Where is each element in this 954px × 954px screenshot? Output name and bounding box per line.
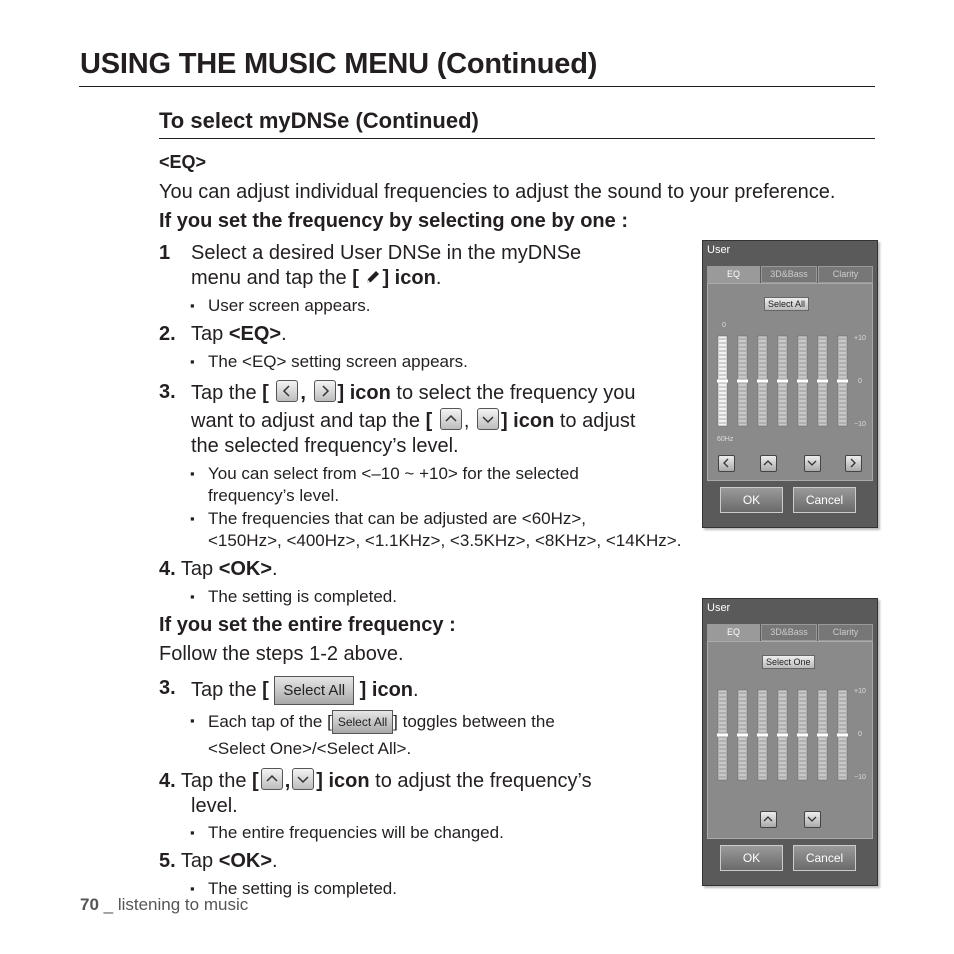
step-ok: <OK> (218, 850, 273, 872)
eq-slider-knob (817, 734, 828, 737)
eq-slider-knob (777, 380, 788, 383)
level-label: −10 (854, 774, 866, 781)
step-number: 3. (159, 677, 176, 699)
step3-bullet2-l2: <150Hz>, <400Hz>, <1.1KHz>, <3.5KHz>, <8KHz>, <14KHz>. (208, 531, 682, 550)
step3-line3: the selected frequency’s level. (191, 435, 459, 457)
step1-bullet: ▪ User screen appears. (208, 295, 371, 317)
step-number: 5. (159, 850, 176, 872)
step4-tap: Tap (175, 558, 219, 580)
step3-text: want to adjust and tap the (191, 410, 426, 432)
chevron-right-icon[interactable] (845, 455, 862, 472)
step2-eq: <EQ> (228, 323, 282, 345)
section-title: To select myDNSe (Continued) (159, 108, 479, 133)
step-tap: Tap the (191, 679, 263, 701)
icon-word: ] icon (382, 267, 436, 289)
step1-line2 (191, 266, 441, 291)
eq-panel (707, 283, 873, 481)
bracket: [ (425, 410, 433, 432)
chevron-down-icon (292, 768, 314, 790)
eq-sliders[interactable] (708, 642, 872, 838)
page-title: USING THE MUSIC MENU (Continued) (80, 48, 598, 80)
step4-ok: <OK> (218, 558, 273, 580)
eq-slider-knob (737, 380, 748, 383)
step2-text (191, 322, 287, 347)
chevron-right-icon (314, 380, 336, 402)
cancel-button[interactable]: Cancel (793, 487, 856, 513)
eq-panel (707, 641, 873, 839)
s2-step5-bullet: ▪ The setting is completed. (208, 878, 397, 900)
period: . (272, 850, 278, 872)
tab-3d-bass[interactable]: 3D&Bass (761, 624, 817, 641)
chevron-left-icon[interactable] (718, 455, 735, 472)
follow-steps: Follow the steps 1-2 above. (159, 643, 404, 665)
bracket: [ (252, 770, 259, 792)
step-number: 1 (159, 242, 171, 264)
bullet-text: ] toggles between the (393, 712, 555, 731)
eq-slider-knob (757, 380, 768, 383)
step-number: 2. (159, 323, 176, 345)
level-label: 0 (858, 731, 862, 738)
eq-slider-knob (797, 380, 808, 383)
eq-slider-knob (777, 734, 788, 737)
eq-heading: <EQ> (159, 152, 207, 172)
eq-sliders[interactable] (708, 284, 872, 480)
step2-bullet: ▪ The <EQ> setting screen appears. (208, 351, 468, 373)
s2-step3-bullet-l2: <Select One>/<Select All>. (208, 739, 412, 758)
bracket: [ (352, 267, 359, 289)
s2-step4-bullet: ▪ The entire frequencies will be changed. (208, 822, 504, 844)
pencil-icon (364, 267, 382, 289)
comma: , (300, 382, 306, 404)
step-tap: Tap (175, 850, 219, 872)
bracket: [ (262, 382, 269, 404)
s2-step3-text (191, 676, 419, 705)
screen-title: User (707, 244, 731, 256)
eq-screen-select-all (702, 598, 878, 886)
step-text: to adjust the frequency’s (369, 770, 592, 792)
eq-slider-knob (717, 380, 728, 383)
screen-title: User (707, 602, 731, 614)
level-label: +10 (854, 688, 866, 695)
chevron-up-icon[interactable] (760, 811, 777, 828)
step2-tap: Tap (191, 323, 229, 345)
bracket: [ (262, 679, 269, 701)
period: . (413, 679, 419, 701)
select-all-button[interactable]: Select All (764, 297, 809, 311)
frequency-label: 60Hz (717, 436, 734, 443)
step4-text (159, 557, 278, 582)
icon-word: ] icon (316, 770, 370, 792)
cancel-button[interactable]: Cancel (793, 845, 856, 871)
section1-heading: If you set the frequency by selecting one by one : (159, 210, 628, 232)
bullet-text: Each tap of the [ (208, 712, 332, 731)
ok-button[interactable]: OK (720, 487, 783, 513)
eq-slider-knob (757, 734, 768, 737)
s2-step5-text (159, 849, 278, 874)
eq-slider-knob (797, 734, 808, 737)
icon-word: ] icon (500, 410, 555, 432)
footer-chapter: listening to music (117, 895, 249, 914)
period: . (281, 323, 287, 345)
step3-bullet2-l1: ▪ The frequencies that can be adjusted are <60Hz>, (208, 508, 586, 530)
step4-bullet: ▪ The setting is completed. (208, 586, 397, 608)
tab-clarity[interactable]: Clarity (818, 624, 873, 641)
select-one-button[interactable]: Select One (762, 655, 815, 669)
level-label: 0 (722, 322, 726, 329)
select-all-icon: Select All (274, 676, 354, 705)
select-all-icon: Select All (332, 710, 393, 734)
page-number: 70 (80, 895, 99, 914)
step1-text: menu and tap the (191, 267, 353, 289)
eq-slider-knob (837, 734, 848, 737)
ok-button[interactable]: OK (720, 845, 783, 871)
section2-heading: If you set the entire frequency : (159, 614, 456, 636)
chevron-up-icon (261, 768, 283, 790)
step1-line1: Select a desired User DNSe in the myDNSe (191, 242, 582, 264)
icon-word: ] icon (359, 679, 414, 701)
section-divider (159, 138, 875, 139)
step3-bullet1-l2: frequency’s level. (208, 486, 340, 505)
step-number: 4. (159, 558, 176, 580)
tab-eq[interactable]: EQ (707, 624, 760, 641)
step-tap: Tap the (175, 770, 253, 792)
eq-slider-knob (737, 734, 748, 737)
s2-step4-line2: level. (191, 795, 238, 817)
tab-3d-bass[interactable]: 3D&Bass (761, 266, 817, 283)
chevron-up-icon (440, 408, 462, 430)
page-footer (80, 895, 248, 915)
step3-line1 (191, 380, 635, 406)
step-number: 3. (159, 381, 176, 403)
eq-screen-select-one (702, 240, 878, 528)
comma: , (284, 770, 291, 792)
step-number: 4. (159, 770, 176, 792)
chevron-left-icon (276, 380, 298, 402)
chevron-down-icon[interactable] (804, 455, 821, 472)
step3-line2: want to adjust and tap the [ , ] icon to adjust (191, 410, 636, 432)
footer-separator: _ (98, 895, 118, 914)
icon-word: ] icon (337, 382, 391, 404)
eq-slider-knob (717, 734, 728, 737)
tab-clarity[interactable]: Clarity (818, 266, 873, 283)
step3-bullet1-l1: ▪ You can select from <–10 ~ +10> for the selected (208, 463, 579, 485)
step3-text: to adjust (554, 410, 636, 432)
s2-step3-bullet (208, 710, 555, 734)
level-label: −10 (854, 421, 866, 428)
step3-text: to select the frequency you (390, 382, 636, 404)
eq-slider-knob (837, 380, 848, 383)
level-label: 0 (858, 378, 862, 385)
period: . (435, 267, 442, 289)
chevron-up-icon[interactable] (760, 455, 777, 472)
title-divider (79, 86, 875, 87)
step3-tap: Tap the (191, 382, 263, 404)
period: . (272, 558, 278, 580)
chevron-down-icon[interactable] (804, 811, 821, 828)
tab-eq[interactable]: EQ (707, 266, 760, 283)
chevron-down-icon (477, 408, 499, 430)
s2-step4-line1 (159, 768, 592, 794)
eq-slider-knob (817, 380, 828, 383)
level-label: +10 (854, 335, 866, 342)
intro-text: You can adjust individual frequencies to adjust the sound to your preference. (159, 181, 836, 203)
